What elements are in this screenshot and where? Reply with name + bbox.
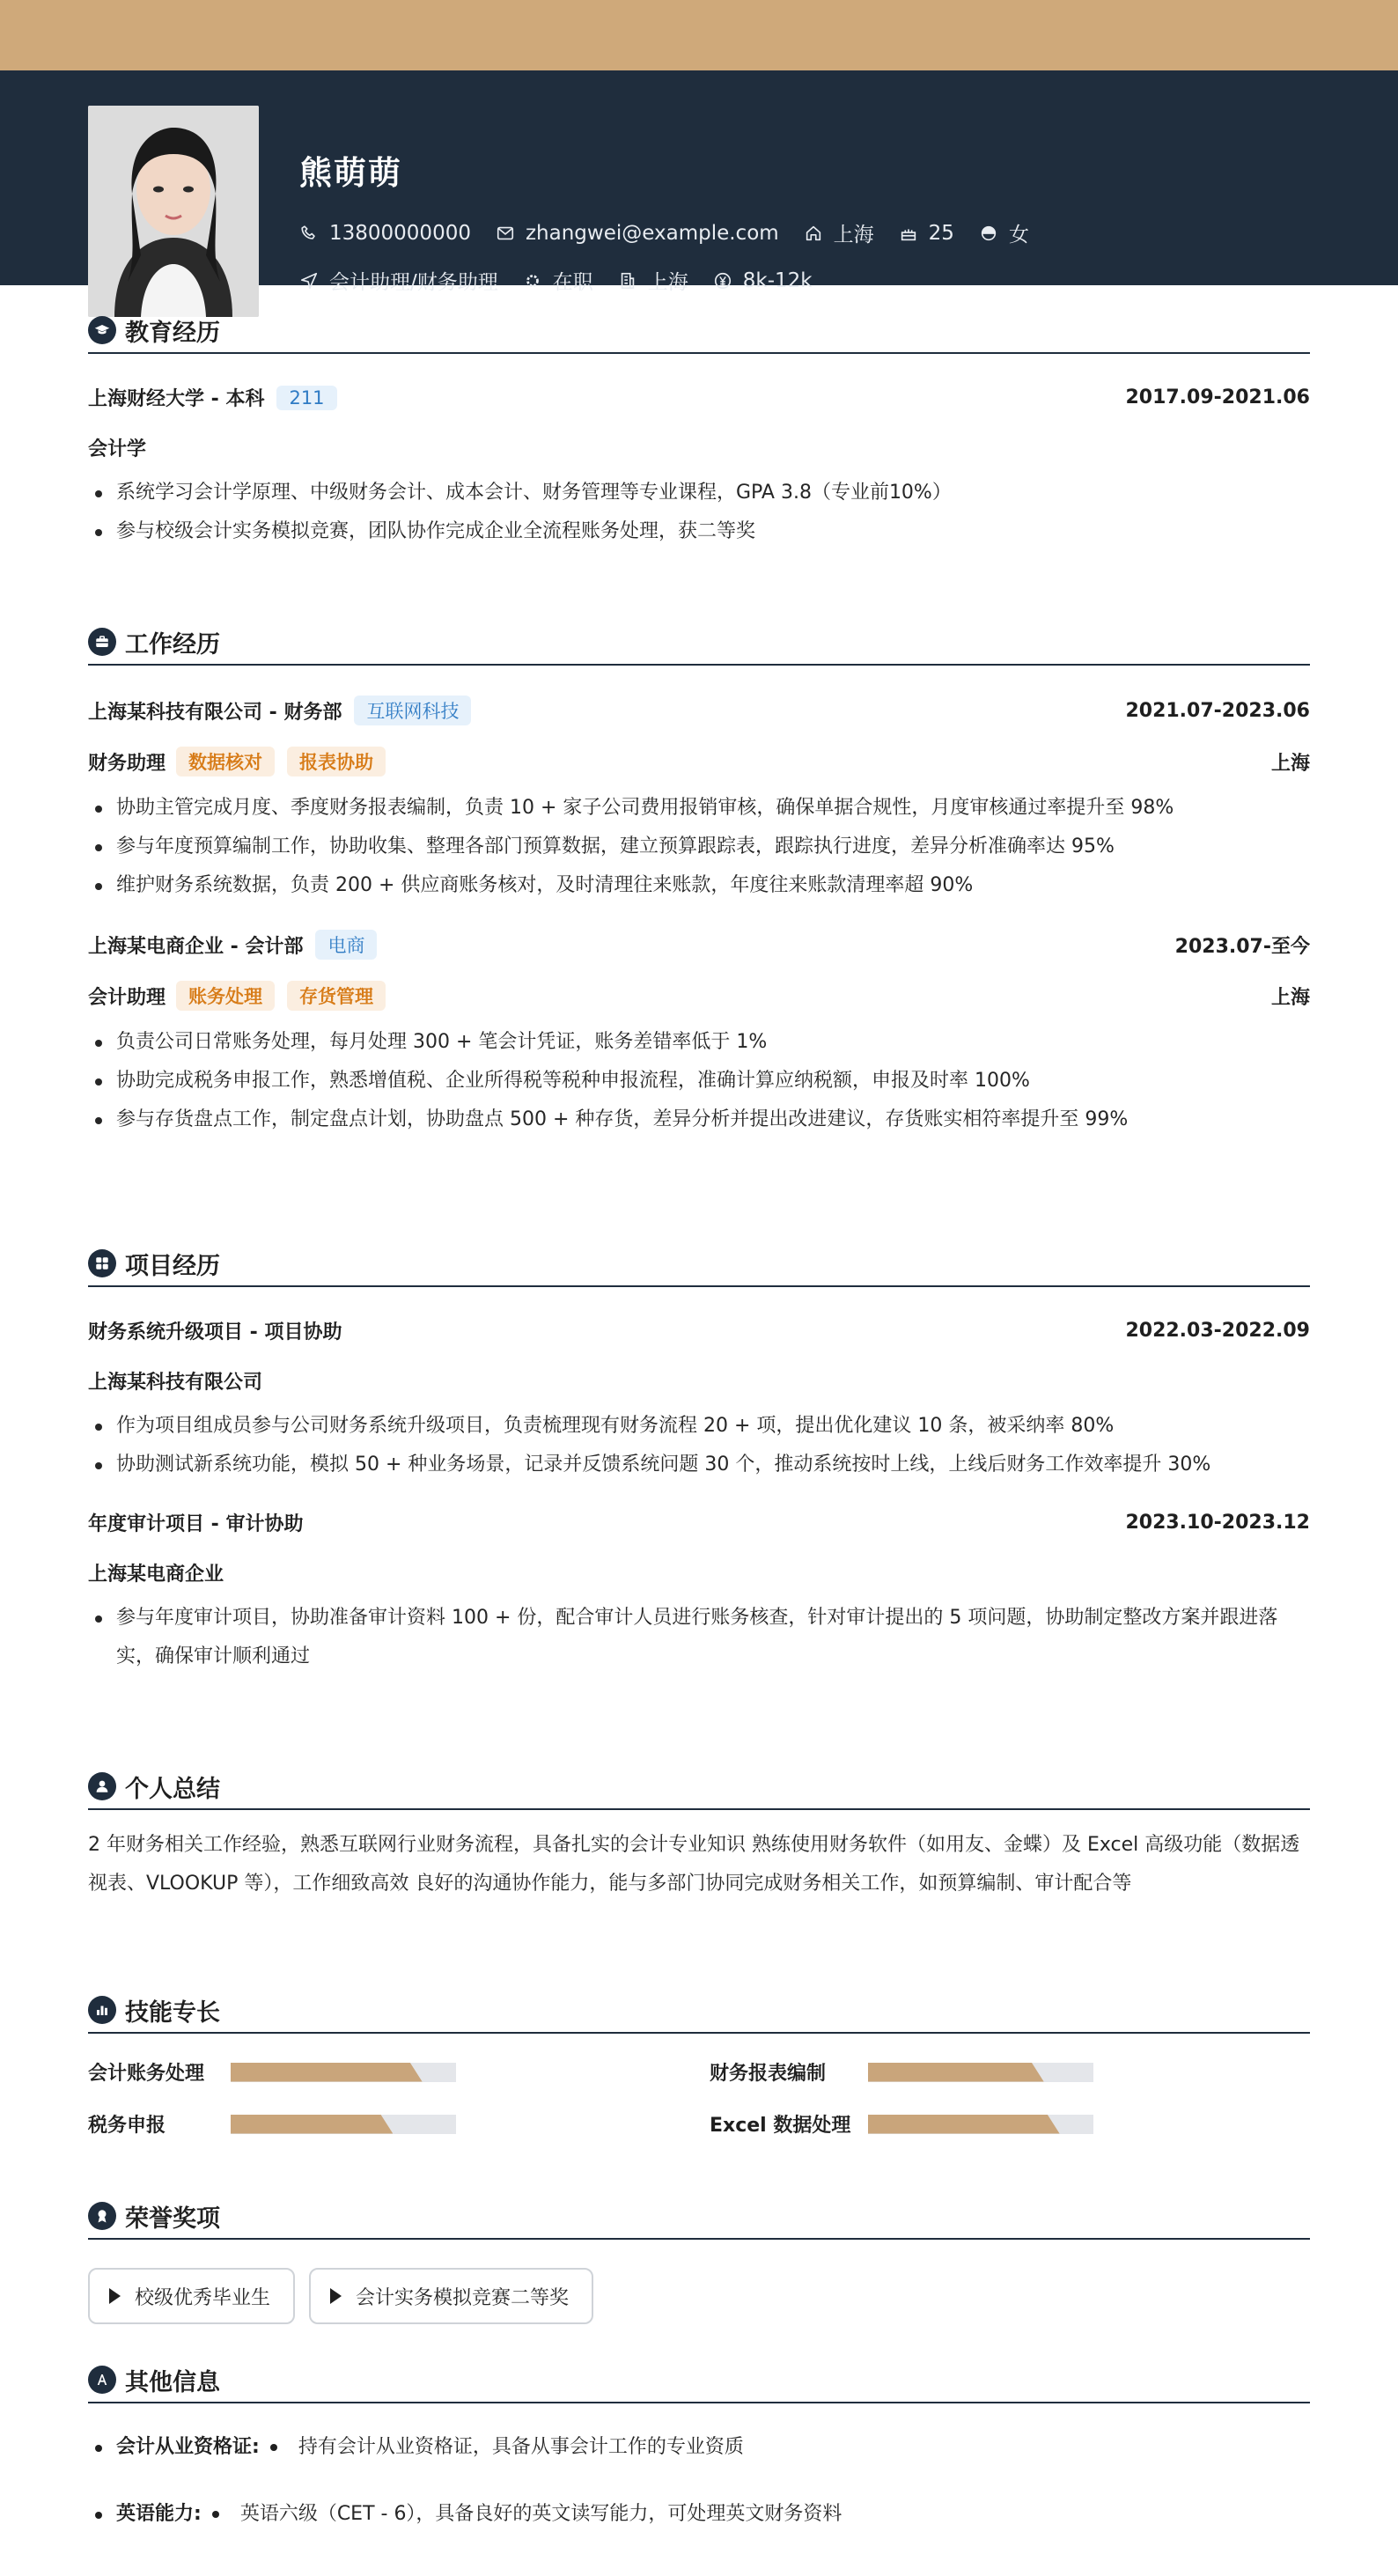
age-text: 25 xyxy=(928,221,954,245)
project-name: 年度审计项目 - 审计协助 xyxy=(88,1513,304,1535)
section-title: 其他信息 xyxy=(125,2368,220,2396)
award-label: 校级优秀毕业生 xyxy=(135,2286,271,2309)
skill-tag: 报表协助 xyxy=(287,747,386,776)
industry-tag: 电商 xyxy=(315,930,377,960)
skill-tag: 账务处理 xyxy=(176,981,275,1011)
job-position-line xyxy=(88,981,386,1011)
section-title: 荣誉奖项 xyxy=(125,2204,220,2233)
project-head xyxy=(88,1317,1310,1344)
project-entry xyxy=(88,1317,1310,1484)
email-item xyxy=(496,222,779,245)
cake-icon xyxy=(899,224,918,243)
project-head xyxy=(88,1509,1310,1536)
gender-item xyxy=(979,218,1029,247)
school-tag: 211 xyxy=(276,386,336,410)
job-location: 上海 xyxy=(1270,752,1310,775)
awards-list xyxy=(88,2268,1310,2324)
skill-bar-fill xyxy=(231,2115,393,2134)
education-entry-head xyxy=(88,384,1310,411)
education-school-line xyxy=(88,384,337,411)
job-company: 上海某电商企业 - 会计部 xyxy=(88,935,304,958)
job-company: 上海某科技有限公司 - 财务部 xyxy=(88,701,342,724)
yen-coin-icon xyxy=(713,271,732,291)
job-entry xyxy=(88,696,1310,905)
contact-row xyxy=(299,218,1054,247)
skill-bar-fill xyxy=(868,2115,1060,2134)
job-date: 2023.07-至今 xyxy=(1174,935,1310,958)
skill-name: 财务报表编制 xyxy=(710,2063,827,2085)
email-icon xyxy=(496,224,515,243)
school-name: 上海财经大学 - 本科 xyxy=(88,388,265,410)
graduation-cap-icon xyxy=(88,316,116,344)
resume-header xyxy=(0,70,1398,294)
gender-icon xyxy=(979,224,998,243)
list-item: 作为项目组成员参与公司财务系统升级项目，负责梳理现有财务流程 20 + 项，提出优化建议 10 条，被采纳率 80% xyxy=(88,1407,1310,1446)
project-name: 财务系统升级项目 - 项目协助 xyxy=(88,1321,342,1343)
intent-row xyxy=(299,266,837,295)
award-chip[interactable] xyxy=(309,2268,593,2324)
avatar-image xyxy=(88,106,259,317)
section-title: 工作经历 xyxy=(125,630,220,659)
work-city-item xyxy=(618,266,688,295)
section-header xyxy=(88,2365,1310,2403)
job-head xyxy=(88,696,1310,725)
skill-tag: 存货管理 xyxy=(287,981,386,1011)
job-sub xyxy=(88,981,1310,1011)
project-bullets xyxy=(88,1599,1310,1676)
section-header xyxy=(88,627,1310,666)
bar-chart-icon xyxy=(88,1996,116,2024)
status-item xyxy=(523,266,593,295)
skill-name: 税务申报 xyxy=(88,2115,166,2137)
list-item: 参与存货盘点工作，制定盘点计划，协助盘点 500 + 种存货，差异分析并提出改进建议，存货账实相符率提升至 99% xyxy=(88,1100,1310,1139)
project-org: 上海某电商企业 xyxy=(88,1564,224,1586)
list-item: 参与年度预算编制工作，协助收集、整理各部门预算数据，建立预算跟踪表，跟踪执行进度，差异分析准确率达 95% xyxy=(88,828,1310,866)
avatar-photo xyxy=(88,106,259,317)
job-position: 会计助理 xyxy=(88,986,166,1009)
list-item: 协助主管完成月度、季度财务报表编制，负责 10 + 家子公司费用报销审核，确保单据合规性，月度审核通过率提升至 98% xyxy=(88,789,1310,828)
status-text: 在职 xyxy=(552,271,593,294)
section-header xyxy=(88,315,1310,354)
section-title: 项目经历 xyxy=(125,1252,220,1280)
job-position-line xyxy=(88,747,386,776)
skill-item xyxy=(88,2110,710,2138)
job-target-text: 会计助理/财务助理 xyxy=(329,271,498,294)
status-gear-icon xyxy=(523,271,542,291)
section-header xyxy=(88,1995,1310,2034)
list-item: 维护财务系统数据，负责 200 + 供应商账务核对，及时清理往来账款，年度往来账款清理率超 90% xyxy=(88,866,1310,905)
skills-grid xyxy=(88,2058,1310,2138)
email-text[interactable]: zhangwei@example.com xyxy=(525,221,779,245)
grid-icon xyxy=(88,1249,116,1277)
skill-bar xyxy=(868,2115,1093,2134)
job-location: 上海 xyxy=(1270,986,1310,1009)
city-item xyxy=(804,218,874,247)
other-item xyxy=(88,2495,1310,2534)
list-item: 参与年度审计项目，协助准备审计资料 100 + 份，配合审计人员进行账务核查，针对审计提出的 5 项问题，协助制定整改方案并跟进落实，确保审计顺利通过 xyxy=(88,1599,1310,1676)
job-date: 2021.07-2023.06 xyxy=(1125,699,1310,722)
skill-bar xyxy=(231,2063,456,2082)
other-item xyxy=(88,2428,1310,2467)
education-major: 会计学 xyxy=(88,438,147,460)
job-head xyxy=(88,930,1310,960)
project-date: 2023.10-2023.12 xyxy=(1125,1512,1310,1534)
skill-name: Excel 数据处理 xyxy=(710,2115,851,2137)
skill-name: 会计账务处理 xyxy=(88,2063,205,2085)
skills-section xyxy=(88,1995,1310,2138)
list-item: 协助完成税务申报工作，熟悉增值税、企业所得税等税种申报流程，准确计算应纳税额，申报及时率 100% xyxy=(88,1062,1310,1100)
other-list xyxy=(88,2428,1310,2534)
award-chip[interactable] xyxy=(88,2268,295,2324)
list-item: 参与校级会计实务模拟竞赛，团队协作完成企业全流程账务处理，获二等奖 xyxy=(88,512,1310,551)
job-company-line xyxy=(88,930,377,960)
play-triangle-icon xyxy=(109,2288,121,2304)
city-text: 上海 xyxy=(833,224,874,247)
job-bullets xyxy=(88,789,1310,905)
summary-section xyxy=(88,1771,1310,1903)
other-value: 英语六级（CET - 6），具备良好的英文读写能力，可处理英文财务资料 xyxy=(212,2495,842,2534)
job-position: 财务助理 xyxy=(88,752,166,775)
section-title: 个人总结 xyxy=(125,1775,220,1803)
skill-bar xyxy=(231,2115,456,2134)
job-bullets xyxy=(88,1023,1310,1139)
job-sub xyxy=(88,747,1310,776)
translate-icon xyxy=(88,2366,116,2394)
summary-text: 2 年财务相关工作经验，熟悉互联网行业财务流程，具备扎实的会计专业知识 熟练使用财务软件（如用友、金蝶）及 Excel 高级功能（数据透视表、VLOOKUP 等），工作细致高效 良好的沟通协作能力，能与多部门协同完成财务相关工作，如预算编制、审计配合等 xyxy=(88,1834,1300,1895)
awards-section xyxy=(88,2201,1310,2324)
award-label: 会计实务模拟竞赛二等奖 xyxy=(356,2286,570,2309)
section-title: 教育经历 xyxy=(125,319,220,347)
skill-item xyxy=(710,2058,1310,2086)
job-company-line xyxy=(88,696,471,725)
medal-icon xyxy=(88,2202,116,2230)
phone-item xyxy=(299,222,471,245)
education-section xyxy=(88,315,1310,551)
skill-bar xyxy=(868,2063,1093,2082)
section-header xyxy=(88,1248,1310,1287)
skill-item xyxy=(710,2110,1310,2138)
phone-icon xyxy=(299,224,319,243)
gender-text: 女 xyxy=(1008,224,1029,247)
building-icon xyxy=(618,271,637,291)
section-header xyxy=(88,1771,1310,1810)
education-date: 2017.09-2021.06 xyxy=(1125,386,1310,408)
list-item: 协助测试新系统功能，模拟 50 + 种业务场景，记录并反馈系统问题 30 个，推动系统按时上线，上线后财务工作效率提升 30% xyxy=(88,1446,1310,1484)
candidate-name: 熊萌萌 xyxy=(299,154,402,192)
phone-text[interactable]: 13800000000 xyxy=(329,221,471,245)
salary-item xyxy=(713,269,813,292)
project-entry xyxy=(88,1509,1310,1676)
user-icon xyxy=(88,1772,116,1800)
skill-bar-fill xyxy=(868,2063,1044,2082)
age-item xyxy=(899,222,954,245)
job-entry xyxy=(88,930,1310,1139)
play-triangle-icon xyxy=(330,2288,342,2304)
other-key: 会计从业资格证: xyxy=(116,2436,260,2458)
projects-section xyxy=(88,1248,1310,1676)
top-accent-band xyxy=(0,0,1398,70)
briefcase-icon xyxy=(88,628,116,656)
other-value: 持有会计从业资格证，具备从事会计工作的专业资质 xyxy=(270,2428,744,2467)
skill-item xyxy=(88,2058,710,2086)
work-city-text: 上海 xyxy=(647,271,688,294)
project-bullets xyxy=(88,1407,1310,1484)
home-icon xyxy=(804,224,823,243)
education-bullets xyxy=(88,474,1310,551)
project-date: 2022.03-2022.09 xyxy=(1125,1320,1310,1342)
list-item: 负责公司日常账务处理，每月处理 300 + 笔会计凭证，账务差错率低于 1% xyxy=(88,1023,1310,1062)
job-target-item xyxy=(299,266,498,295)
industry-tag: 互联网科技 xyxy=(354,696,471,725)
send-icon xyxy=(299,271,319,291)
salary-text: 8k-12k xyxy=(742,269,813,292)
skill-bar-fill xyxy=(231,2063,423,2082)
section-header xyxy=(88,2201,1310,2240)
skill-tag: 数据核对 xyxy=(176,747,275,776)
section-title: 技能专长 xyxy=(125,1998,220,2027)
other-section xyxy=(88,2365,1310,2562)
project-org: 上海某科技有限公司 xyxy=(88,1372,263,1394)
list-item: 系统学习会计学原理、中级财务会计、成本会计、财务管理等专业课程，GPA 3.8（专业前10%） xyxy=(88,474,1310,512)
work-section xyxy=(88,627,1310,1139)
other-key: 英语能力: xyxy=(116,2503,202,2525)
